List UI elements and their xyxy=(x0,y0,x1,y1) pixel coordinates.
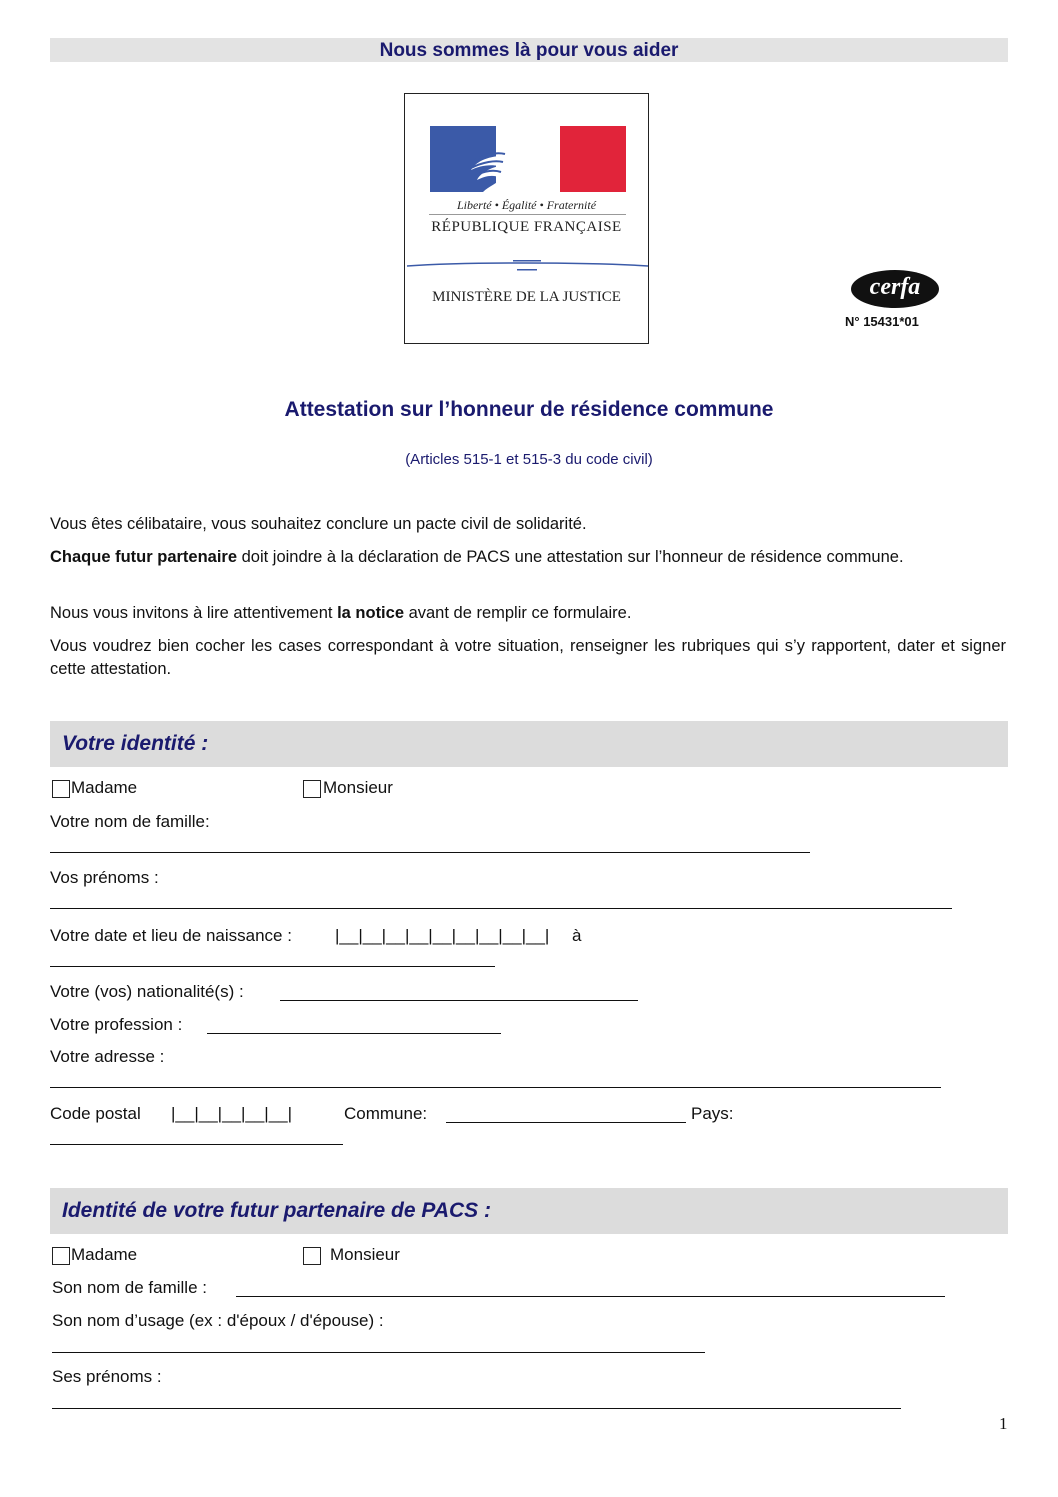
madame-checkbox[interactable] xyxy=(52,780,70,798)
intro-paragraph-2-text: doit joindre à la déclaration de PACS une attestation sur l’honneur de résidence commune. xyxy=(237,548,904,566)
partner-monsieur-label: Monsieur xyxy=(330,1245,400,1264)
logo-ministry: MINISTÈRE DE LA JUSTICE xyxy=(432,289,621,305)
nationalite-field[interactable] xyxy=(280,1000,638,1001)
partner-nom-famille-field[interactable] xyxy=(236,1296,945,1297)
pays-label: Pays: xyxy=(691,1104,734,1123)
section-heading-identity-text: Votre identité : xyxy=(62,732,209,755)
document-title: Attestation sur l’honneur de résidence commune xyxy=(284,398,774,421)
commune-label: Commune: xyxy=(344,1104,428,1123)
naissance-a-label: à xyxy=(572,926,582,945)
partner-prenoms-label: Ses prénoms : xyxy=(52,1367,162,1386)
cerfa-badge-text: cerfa xyxy=(869,274,921,300)
adresse-field[interactable] xyxy=(50,1087,941,1088)
partner-prenoms-field[interactable] xyxy=(52,1408,901,1409)
prenoms-field[interactable] xyxy=(50,908,952,909)
notice-link[interactable]: la notice xyxy=(337,604,404,622)
logo-wave-decoration xyxy=(405,258,650,278)
adresse-label: Votre adresse : xyxy=(50,1047,165,1066)
intro-paragraph-4: Vous voudrez bien cocher les cases correspondant à votre situation, renseigner les rubriques qui s’y rapportent, dater et signer cette attestation. xyxy=(50,637,1006,678)
partner-nom-famille-label: Son nom de famille : xyxy=(52,1278,207,1297)
monsieur-label: Monsieur xyxy=(323,778,393,797)
section-heading-identity xyxy=(50,721,1008,767)
intro-paragraph-1: Vous êtes célibataire, vous souhaitez conclure un pacte civil de solidarité. xyxy=(50,515,587,533)
birth-place-field[interactable] xyxy=(50,966,495,967)
code-postal-field[interactable]: |__|__|__|__|__| xyxy=(171,1104,293,1123)
partner-madame-label: Madame xyxy=(71,1245,138,1264)
intro-paragraph-2 xyxy=(50,546,1006,569)
intro-paragraph-3 xyxy=(50,602,1006,625)
commune-field[interactable] xyxy=(446,1122,686,1123)
page-number: 1 xyxy=(999,1414,1008,1433)
cerfa-number: N° 15431*01 xyxy=(845,314,919,329)
marianne-flag-icon xyxy=(405,94,650,194)
madame-label: Madame xyxy=(71,778,138,797)
pays-field[interactable] xyxy=(50,1144,343,1145)
intro-paragraph-2-bold: Chaque futur partenaire xyxy=(50,548,238,566)
profession-label: Votre profession : xyxy=(50,1015,183,1034)
document-subtitle: (Articles 515-1 et 515-3 du code civil) xyxy=(405,451,653,468)
nom-famille-field[interactable] xyxy=(50,852,810,853)
partner-monsieur-checkbox[interactable] xyxy=(303,1247,321,1265)
nom-famille-label: Votre nom de famille: xyxy=(50,812,210,831)
cerfa-logo xyxy=(850,269,940,309)
help-banner-text: Nous sommes là pour vous aider xyxy=(379,40,679,61)
section-heading-partner xyxy=(50,1188,1008,1234)
partner-madame-checkbox[interactable] xyxy=(52,1247,70,1265)
code-postal-label: Code postal xyxy=(50,1104,141,1123)
partner-nom-usage-label: Son nom d’usage (ex : d'époux / d'épouse) : xyxy=(52,1311,384,1330)
birth-date-field[interactable]: |__|__|__|__|__|__|__|__|__| xyxy=(335,926,550,945)
nationalite-label: Votre (vos) nationalité(s) : xyxy=(50,982,244,1001)
logo-divider xyxy=(429,214,626,215)
partner-nom-usage-field[interactable] xyxy=(52,1352,705,1353)
naissance-label: Votre date et lieu de naissance : xyxy=(50,926,292,945)
ministry-logo xyxy=(404,93,649,344)
profession-field[interactable] xyxy=(207,1033,501,1034)
section-heading-partner-text: Identité de votre futur partenaire de PACS : xyxy=(62,1199,492,1222)
help-banner xyxy=(50,38,1008,62)
logo-motto: Liberté • Égalité • Fraternité xyxy=(456,198,597,212)
monsieur-checkbox[interactable] xyxy=(303,780,321,798)
intro-paragraph-3-start: Nous vous invitons à lire attentivement xyxy=(50,604,338,622)
prenoms-label: Vos prénoms : xyxy=(50,868,159,887)
intro-paragraph-3-end: avant de remplir ce formulaire. xyxy=(404,604,632,622)
logo-republic: RÉPUBLIQUE FRANÇAISE xyxy=(431,219,622,235)
